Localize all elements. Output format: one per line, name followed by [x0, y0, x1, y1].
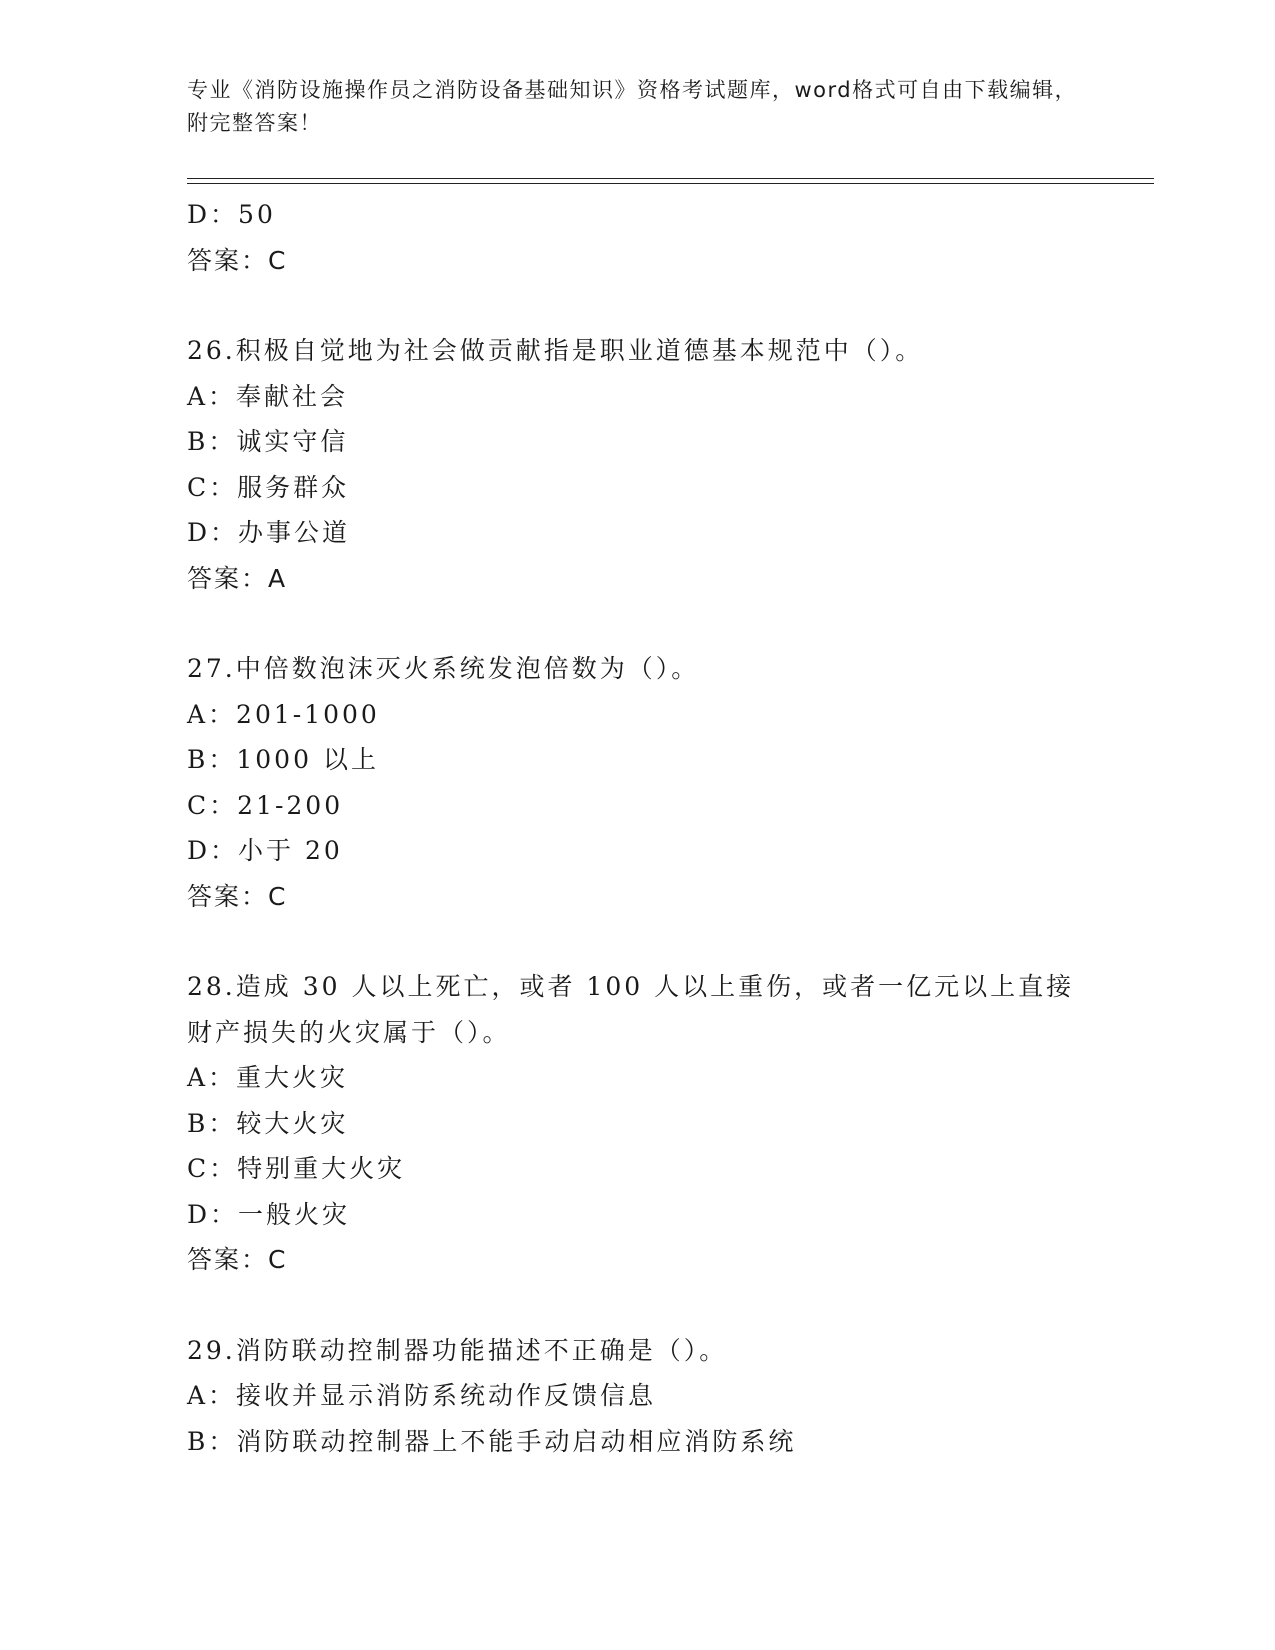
document-header: 专业《消防设施操作员之消防设备基础知识》资格考试题库，word格式可自由下载编辑，附完整答案！ [187, 78, 1078, 135]
option-c: C：服务群众 [187, 472, 350, 502]
option-a: A：201-1000 [187, 699, 380, 729]
option-d: D：办事公道 [187, 518, 351, 547]
header-divider-second [187, 183, 1154, 184]
question-stem: 27.中倍数泡沫灭火系统发泡倍数为（）。 [187, 654, 700, 683]
option-d: D：50 [187, 200, 276, 229]
answer-line: 答案：C [187, 245, 288, 275]
option-d: D：一般火灾 [187, 1199, 351, 1229]
answer-line: 答案：C [187, 881, 288, 911]
question-stem: 28.造成 30 人以上死亡，或者 100 人以上重伤，或者一亿元以上直接财产损失的火灾属于（）。 [187, 972, 1075, 1047]
option-d: D：小于 20 [187, 836, 343, 865]
header-divider [187, 178, 1154, 179]
option-a: A：接收并显示消防系统动作反馈信息 [187, 1381, 657, 1410]
question-list [187, 192, 1087, 1464]
question-stem: 26.积极自觉地为社会做贡献指是职业道德基本规范中（）。 [187, 336, 924, 365]
option-c: C：特别重大火灾 [187, 1154, 406, 1183]
option-b: B：较大火灾 [187, 1108, 349, 1138]
question-29 [187, 1328, 1087, 1465]
answer-line: 答案：C [187, 1245, 288, 1274]
option-a: A：重大火灾 [187, 1063, 349, 1092]
question-28 [187, 964, 1087, 1283]
option-c: C：21-200 [187, 790, 344, 820]
option-b: B：1000 以上 [187, 745, 379, 774]
question-26 [187, 328, 1087, 601]
option-b: B：诚实守信 [187, 427, 349, 456]
question-27 [187, 646, 1087, 919]
option-a: A：奉献社会 [187, 381, 349, 411]
answer-line: 答案：A [187, 563, 288, 593]
option-b: B：消防联动控制器上不能手动启动相应消防系统 [187, 1426, 797, 1456]
question-stem: 29.消防联动控制器功能描述不正确是（）。 [187, 1335, 728, 1365]
